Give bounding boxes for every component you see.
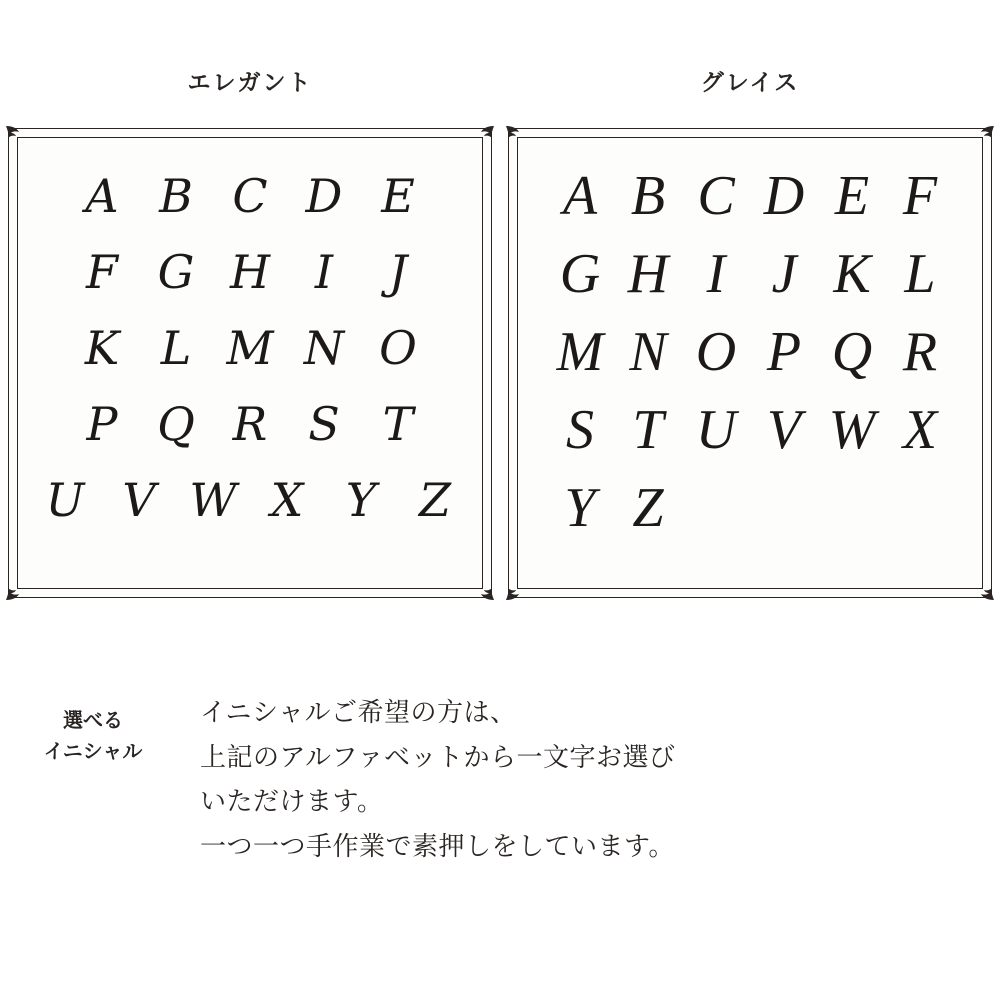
corner-ornament-icon — [504, 124, 530, 150]
alphabet-row — [528, 165, 972, 246]
letter-glyph[interactable]: F — [86, 245, 118, 299]
letter-glyph[interactable]: I — [706, 243, 726, 305]
letter-glyph[interactable]: G — [157, 245, 195, 299]
letter-glyph[interactable]: X — [270, 473, 304, 527]
alphabet-panel-grace — [508, 128, 992, 598]
corner-ornament-icon — [504, 576, 530, 602]
letter-glyph[interactable]: S — [308, 397, 340, 451]
letter-glyph[interactable]: E — [834, 165, 870, 227]
letter-glyph[interactable]: S — [566, 399, 594, 461]
letter-glyph[interactable]: C — [232, 169, 268, 223]
letter-glyph[interactable]: J — [388, 245, 408, 299]
letter-glyph[interactable]: Y — [564, 477, 596, 539]
letter-glyph[interactable]: K — [84, 321, 120, 375]
description-label-line2: イニシャル — [43, 741, 143, 763]
letter-glyph[interactable]: Y — [345, 473, 377, 527]
panel-title-grace: グレイス — [700, 69, 800, 95]
letter-glyph[interactable]: L — [160, 321, 192, 375]
corner-ornament-icon — [970, 124, 996, 150]
alphabet-row — [528, 399, 972, 480]
alphabet-row — [528, 321, 972, 402]
letter-glyph[interactable]: O — [695, 321, 737, 383]
alphabet-panels — [8, 128, 992, 598]
letter-glyph[interactable]: G — [559, 243, 601, 305]
letter-glyph[interactable]: U — [695, 399, 737, 461]
letter-glyph[interactable]: P — [766, 321, 802, 383]
letter-glyph[interactable]: W — [828, 399, 876, 461]
alphabet-row — [528, 477, 972, 558]
alphabet-row — [28, 397, 472, 477]
alphabet-row — [28, 169, 472, 249]
letter-glyph[interactable]: E — [381, 169, 415, 223]
letter-glyph[interactable]: T — [382, 397, 414, 451]
letter-glyph[interactable]: A — [85, 169, 119, 223]
alphabet-grid-elegant — [28, 154, 472, 572]
alphabet-row — [528, 243, 972, 324]
letter-glyph[interactable]: Q — [157, 397, 195, 451]
corner-ornament-icon — [470, 124, 496, 150]
alphabet-row — [28, 245, 472, 325]
letter-glyph[interactable]: D — [763, 165, 805, 227]
letter-glyph[interactable]: X — [902, 399, 938, 461]
description-line: 上記のアルファベットから一文字お選び — [200, 741, 676, 772]
letter-glyph[interactable]: V — [122, 473, 156, 527]
corner-ornament-icon — [4, 576, 30, 602]
letter-glyph[interactable]: D — [305, 169, 343, 223]
letter-glyph[interactable]: T — [632, 399, 664, 461]
alphabet-grid-grace — [528, 154, 972, 572]
letter-glyph[interactable]: J — [771, 243, 797, 305]
corner-ornament-icon — [4, 124, 30, 150]
description-block — [0, 690, 1000, 869]
letter-glyph[interactable]: R — [902, 321, 938, 383]
description-text — [200, 690, 675, 869]
letter-glyph[interactable]: F — [902, 165, 938, 227]
letter-glyph[interactable]: Q — [831, 321, 873, 383]
description-line: イニシャルご希望の方は、 — [200, 697, 517, 727]
letter-glyph[interactable]: N — [629, 321, 667, 383]
letter-glyph[interactable]: U — [45, 473, 85, 527]
letter-glyph[interactable]: C — [697, 165, 735, 227]
alphabet-row — [28, 321, 472, 401]
letter-glyph[interactable]: M — [556, 321, 604, 383]
letter-glyph[interactable]: A — [562, 165, 598, 227]
description-line: 一つ一つ手作業で素押しをしています。 — [200, 831, 675, 862]
alphabet-row — [28, 473, 472, 553]
letter-glyph[interactable]: L — [904, 243, 936, 305]
corner-ornament-icon — [470, 576, 496, 602]
letter-glyph[interactable]: Z — [419, 473, 451, 527]
letter-glyph[interactable]: P — [86, 397, 118, 451]
description-line: いただけます。 — [200, 786, 384, 817]
letter-glyph[interactable]: I — [314, 245, 334, 299]
description-label-line1: 選べる — [63, 710, 123, 732]
letter-glyph[interactable]: N — [303, 321, 345, 375]
letter-glyph[interactable]: H — [627, 243, 669, 305]
letter-glyph[interactable]: Z — [632, 477, 664, 539]
letter-glyph[interactable]: B — [630, 165, 666, 227]
letter-glyph[interactable]: H — [229, 245, 271, 299]
letter-glyph[interactable]: R — [232, 397, 268, 451]
letter-glyph[interactable]: V — [766, 399, 802, 461]
description-label — [0, 690, 200, 768]
letter-glyph[interactable]: O — [379, 321, 417, 375]
panel-title-elegant: エレガント — [187, 69, 313, 95]
alphabet-panel-elegant — [8, 128, 492, 598]
letter-glyph[interactable]: W — [189, 473, 237, 527]
letter-glyph[interactable]: K — [833, 243, 871, 305]
letter-glyph[interactable]: M — [226, 321, 274, 375]
panel-title-row — [0, 64, 1000, 97]
letter-glyph[interactable]: B — [159, 169, 193, 223]
corner-ornament-icon — [970, 576, 996, 602]
